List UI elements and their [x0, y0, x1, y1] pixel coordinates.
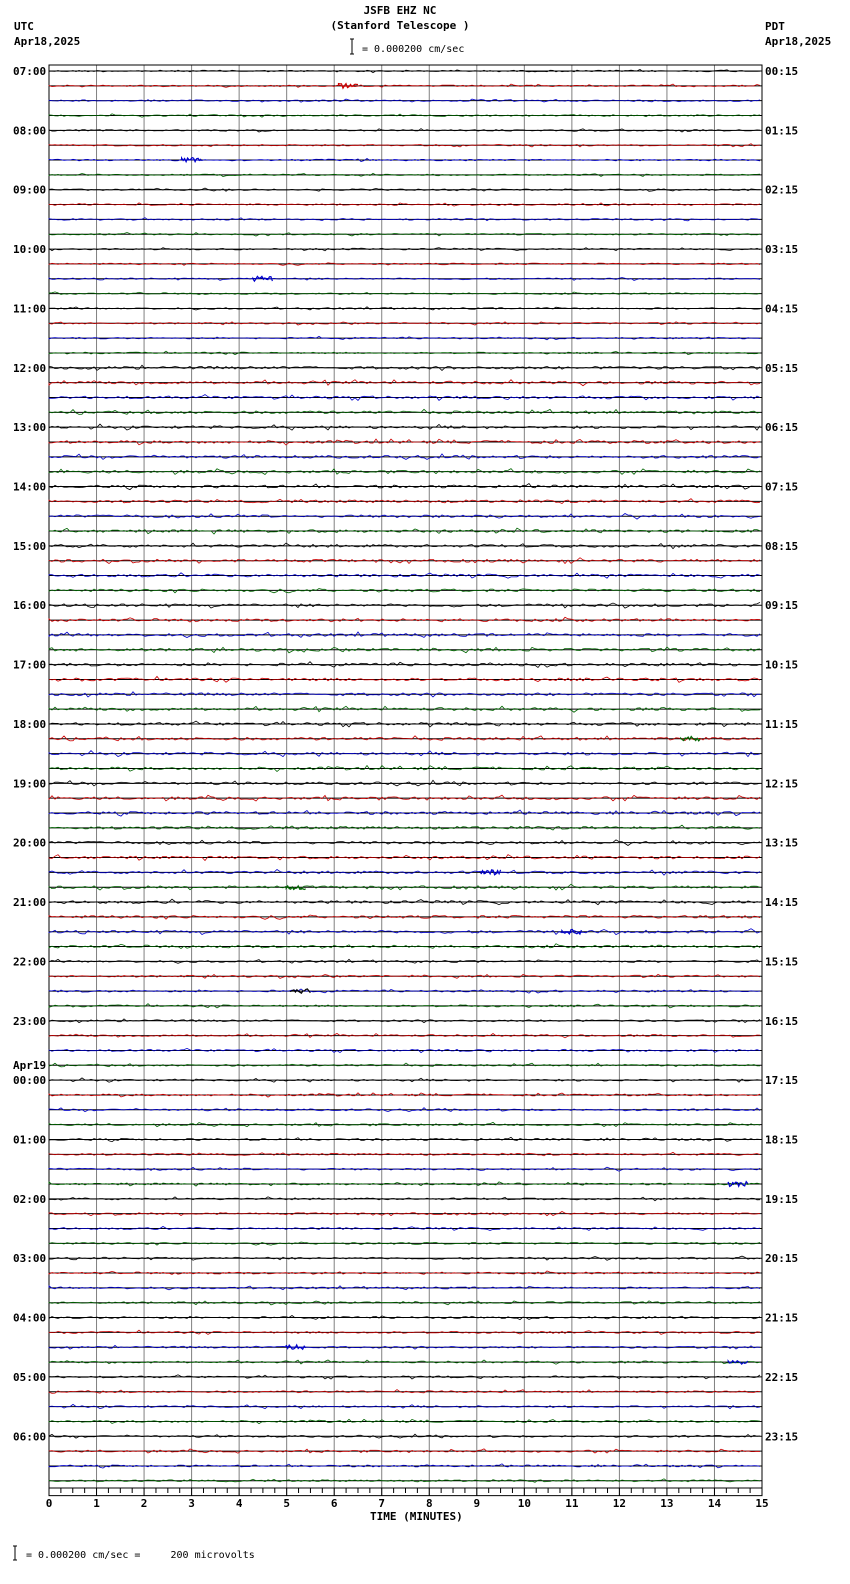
x-tick-label: 12 — [612, 1497, 627, 1510]
pdt-hour-label: 19:15 — [765, 1192, 799, 1206]
pdt-hour-label: 13:15 — [765, 836, 799, 850]
utc-hour-label: 21:00 — [13, 896, 47, 910]
utc-hour-label: 23:00 — [13, 1014, 47, 1028]
seismic-trace — [49, 944, 760, 949]
pdt-hour-label: 07:15 — [765, 480, 799, 494]
x-tick-label: 4 — [235, 1497, 243, 1510]
x-tick-label: 7 — [378, 1497, 386, 1510]
x-tick-label: 14 — [707, 1497, 722, 1510]
left-timezone: UTC — [14, 20, 34, 33]
utc-hour-label: 00:00 — [13, 1074, 47, 1088]
x-tick-label: 6 — [330, 1497, 338, 1510]
seismic-trace — [49, 395, 760, 401]
seismic-trace — [49, 233, 760, 237]
utc-hour-label: 22:00 — [13, 955, 47, 969]
seismic-trace — [49, 1167, 760, 1171]
seismic-trace — [49, 1152, 760, 1156]
pdt-hour-label: 12:15 — [765, 777, 799, 791]
x-tick-label: 1 — [93, 1497, 100, 1510]
x-tick-label: 11 — [565, 1497, 579, 1510]
utc-hour-label: 07:00 — [13, 65, 47, 78]
seismic-trace — [49, 1048, 760, 1052]
pdt-hour-label: 01:15 — [765, 124, 799, 138]
footer-scale-label: = 0.000200 cm/sec = 200 microvolts — [26, 1550, 255, 1561]
pdt-hour-label: 17:15 — [765, 1074, 799, 1088]
seismic-trace — [49, 1449, 760, 1453]
pdt-hour-label: 20:15 — [765, 1252, 799, 1266]
seismic-trace — [49, 1271, 760, 1274]
utc-hour-label: 02:00 — [13, 1192, 47, 1206]
utc-hour-label: 11:00 — [13, 302, 47, 316]
x-axis-title: TIME (MINUTES) — [370, 1510, 463, 1523]
utc-hour-label: 18:00 — [13, 717, 47, 731]
utc-hour-label: 19:00 — [13, 777, 47, 791]
utc-hour-label: 15:00 — [13, 539, 47, 553]
pdt-hour-label: 15:15 — [765, 955, 799, 969]
seismic-trace — [49, 84, 760, 87]
pdt-hour-label: 14:15 — [765, 896, 799, 910]
pdt-hour-label: 22:15 — [765, 1370, 799, 1384]
station-site: (Stanford Telescope ) — [330, 19, 470, 32]
pdt-hour-label: 21:15 — [765, 1311, 799, 1325]
utc-hour-label: 01:00 — [13, 1133, 47, 1147]
seismic-trace — [49, 173, 760, 176]
x-tick-label: 2 — [140, 1497, 148, 1510]
x-tick-label: 9 — [473, 1497, 481, 1510]
pdt-hour-label: 09:15 — [765, 599, 799, 613]
seismic-trace — [49, 558, 760, 564]
station-title: JSFB EHZ NC — [363, 4, 437, 17]
x-tick-label: 3 — [188, 1497, 195, 1510]
seismic-trace — [49, 484, 760, 490]
pdt-hour-label: 16:15 — [765, 1014, 799, 1028]
pdt-hour-label: 03:15 — [765, 243, 799, 257]
right-timezone: PDT — [765, 20, 785, 33]
utc-hour-label: 14:00 — [13, 480, 47, 494]
utc-hour-label: 06:00 — [13, 1430, 47, 1444]
utc-hour-label: 04:00 — [13, 1311, 47, 1325]
utc-hour-label: 03:00 — [13, 1252, 47, 1266]
seismic-trace — [49, 1419, 760, 1423]
utc-hour-label: 05:00 — [13, 1370, 47, 1384]
x-tick-label: 13 — [660, 1497, 674, 1510]
pdt-hour-label: 10:15 — [765, 658, 799, 672]
utc-hour-label: 13:00 — [13, 421, 47, 435]
pdt-hour-label: 02:15 — [765, 183, 799, 197]
utc-hour-label: 10:00 — [13, 243, 47, 257]
right-date: Apr18,2025 — [765, 35, 832, 48]
utc-hour-label: 16:00 — [13, 599, 47, 613]
utc-hour-label: 17:00 — [13, 658, 47, 672]
pdt-hour-label: 05:15 — [765, 361, 799, 375]
pdt-hour-label: 08:15 — [765, 539, 799, 553]
left-date: Apr18,2025 — [14, 35, 81, 48]
date-change-label: Apr19 — [13, 1059, 47, 1073]
x-tick-label: 8 — [425, 1497, 433, 1510]
x-tick-label: 15 — [755, 1497, 769, 1510]
plot-frame — [49, 65, 762, 1496]
x-tick-label: 5 — [283, 1497, 290, 1510]
seismic-trace — [49, 840, 760, 846]
scale-label: = 0.000200 cm/sec — [362, 44, 465, 55]
utc-hour-label: 09:00 — [13, 183, 47, 197]
x-tick-label: 10 — [517, 1497, 531, 1510]
pdt-hour-label: 23:15 — [765, 1430, 799, 1444]
utc-hour-label: 20:00 — [13, 836, 47, 850]
utc-hour-label: 12:00 — [13, 361, 47, 375]
seismic-trace — [49, 1316, 760, 1320]
pdt-hour-label: 04:15 — [765, 302, 799, 316]
pdt-hour-label: 18:15 — [765, 1133, 799, 1147]
x-tick-label: 0 — [45, 1497, 53, 1510]
seismic-trace — [49, 70, 760, 73]
seismic-trace — [49, 989, 760, 993]
pdt-hour-label: 00:15 — [765, 65, 799, 78]
pdt-hour-label: 06:15 — [765, 421, 799, 435]
utc-hour-label: 08:00 — [13, 124, 47, 138]
pdt-hour-label: 11:15 — [765, 717, 799, 731]
